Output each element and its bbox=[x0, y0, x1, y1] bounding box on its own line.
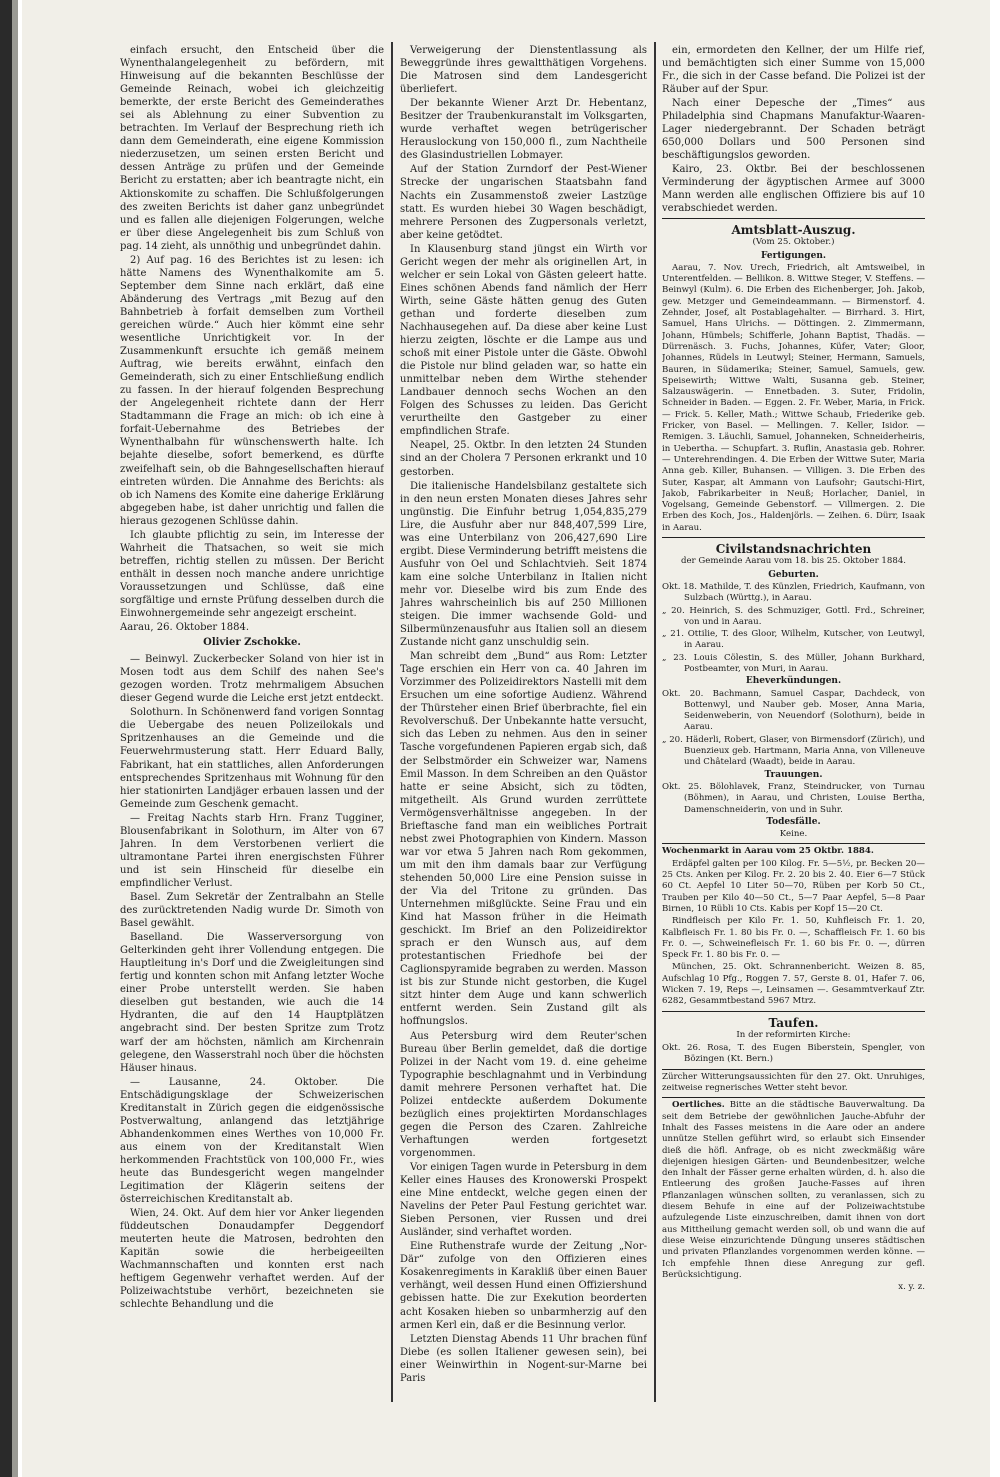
marriage-notice-entry: „ 20. Häderli, Robert, Glaser, von Birmensdorf (Zürich), und Buenzieux geb. Hartmann, Maria Anna, von Villeneuve und Châtelard (Waadt), beide in Aarau. bbox=[662, 734, 925, 768]
news-item-paris-cont: ein, ermordeten den Kellner, der um Hilfe rief, und bemächtigten sich einer Summe von 15,000 Fr., die sich in der Casse befand. Die Polizei ist der Räuber auf der Spur. bbox=[662, 45, 925, 95]
letter-author: Olivier Zschokke. bbox=[203, 637, 301, 649]
column-rule-1 bbox=[391, 42, 393, 1402]
amtsblatt-section bbox=[662, 218, 925, 534]
birth-entry: „ 20. Heinrich, S. des Schmuziger, Gottl. Frd., Schreiner, von und in Aarau. bbox=[662, 605, 925, 627]
oertliches-title: Oertliches. bbox=[672, 1100, 725, 1111]
book-binding bbox=[0, 0, 12, 1477]
muenchen-schrannenbericht: München, 25. Okt. Schrannenbericht. Weizen 8. 85, Aufschlag 10 Pfg., Roggen 7. 57, Gerste 8. 01, Hafer 7. 06, Wicken 7. 19, Reps —, Leinsamen —. Gesammtverkauf Ztr. 6282, Gesammtbestand 5967 Mtrz. bbox=[662, 962, 925, 1007]
baptism-entry: Okt. 26. Rosa, T. des Eugen Biberstein, Spengler, von Bözingen (Kt. Bern.) bbox=[662, 1043, 925, 1065]
article-paragraph: 2) Auf pag. 16 des Berichtes ist zu lesen: ich hätte Namens des Wynenthalkomite am 5. September dem Sinne nach erklärt, daß eine Abänderung des Vertrags „mit Bezug auf den Bahnbetrieb à forfait demselben zum Vortheil gereichen würde.“ Auch hier kömmt eine sehr wesentliche Unrichtigkeit vor. In der Zusammenkunft ersuchte ich gemäß meinem Auftrag, wie bereits erwähnt, einfach den Gemeinderath, sich zu einer Entschließung endlich zu fassen. In der hierauf folgenden Besprechung der Angelegenheit richtete dann der Herr Stadtammann die Frage an mich: ob ich eine à forfait-Uebernahme des Betriebes der Wynenthalbahn für wünschenswerth halte. Ich bejahte dieselbe, sofort bemerkend, es dürfte zweifelhaft sein, ob die Bahngesellschaften hierauf eintreten würden. Die Annahme des Berichts: als ob ich Namens des Komite eine daherige Erklärung abgegeben habe, ist daher unrichtig und fallen die hieraus gezogenen Schlüsse dahin. bbox=[120, 254, 384, 527]
news-item-neapel: Neapel, 25. Oktbr. In den letzten 24 Stunden sind an der Cholera 7 Personen erkrankt und 10 gestorben. bbox=[400, 440, 647, 478]
news-item-baselland: Baselland. Die Wasserversorgung von Gelterkinden geht ihrer Vollendung entgegen. Die Hauptleitung in's Dorf und die Zweigleitungen sind fertig und konnten schon mit Anfang letzter Woche einer Probe unterstellt werden. Sie haben dieselben gut bestanden, wie auch die 14 Hydranten, die auf den 14 Hauptplätzen angebracht sind. Der besten Spritze zum Trotz warf der am höchsten, nämlich am Kirchenrain gelegene, den Wasserstrahl noch über die höchsten Häuser hinaus. bbox=[120, 932, 384, 1074]
news-item-wien: Wien, 24. Okt. Auf dem hier vor Anker liegenden füddeutschen Donaudampfer Deggendorf meuterten heute die Matrosen, bedrohten den Kapitän sowie die herbeigeeilten Wachmannschaften und konnten erst nach heftigem Gegenwehr verhaftet werden. Auf der Polizeiwachtstube verhört, bezeichneten sie schlechte Behandlung und die bbox=[120, 1208, 384, 1311]
taufen-section bbox=[662, 1011, 925, 1066]
page-edge-shadow bbox=[12, 0, 18, 1477]
trauungen-title: Trauungen. bbox=[764, 769, 823, 780]
amtsblatt-title: Amtsblatt-Auszug. bbox=[731, 223, 856, 237]
wochenmarkt-prices: Erdäpfel galten per 100 Kilog. Fr. 5—5½, pr. Becken 20—25 Cts. Anken per Kilog. Fr. 2. 20 bis 2. 40. Eier 6—7 Stück 60 Ct. Aepfel 10 Liter 50—70, Rüben per Korb 50 Ct., Trauben per Kilo 40—50 Ct., 5—7 Paar Aepfel, 5—8 Paar Birnen, 10 Rübli 10 Cts. Kabis per Kopf 15—20 Ct. bbox=[662, 858, 925, 914]
news-item-solothurn-death: — Freitag Nachts starb Hrn. Franz Tugginer, Blousenfabrikant in Solothurn, im Alter von 67 Jahren. In dem Verstorbenen verliert die ultramontane Partei ihren energischsten Führer und ist sein Hinscheid für dieselbe ein empfindlicher Verlust. bbox=[120, 812, 384, 889]
geburten-title: Geburten. bbox=[768, 569, 819, 580]
oertliches-signature: x. y. z. bbox=[898, 1282, 925, 1293]
news-item-kairo: Kairo, 23. Oktbr. Bei der beschlossenen Verminderung der ägyptischen Armee auf 3000 Mann werden alle englischen Offiziere bis auf 10 verabschiedet werden. bbox=[662, 164, 925, 214]
taufen-church: In der reformirten Kirche: bbox=[736, 1029, 851, 1040]
column-rule-2 bbox=[654, 42, 656, 1402]
civilstand-title: Civilstandsnachrichten bbox=[715, 542, 872, 557]
oertliches-text bbox=[662, 1100, 925, 1281]
todesfaelle-title: Todesfälle. bbox=[766, 816, 821, 827]
amtsblatt-date: (Vom 25. Oktober.) bbox=[752, 237, 835, 248]
news-item-ruthenstrafe: Eine Ruthenstrafe wurde der Zeitung „Nor-Där“ zufolge von den Offizieren eines Kosakenregiments in Karakliß über einen Bauer verhängt, weil dessen Hund einen Offiziershund gebissen hatte. Die zur Exekution beorderten acht Kosaken hieben so unbarmherzig auf den armen Kerl ein, daß er die Besinnung verlor. bbox=[400, 1241, 647, 1331]
news-item-beinwyl: — Beinwyl. Zuckerbecker Soland von hier ist in Mosen todt aus dem Schilf des nahen See's gezogen worden. Trotz mehrmaligem Absuchen dieser Gegend wurde die Leiche erst jetzt entdeckt. bbox=[120, 654, 384, 705]
column-3 bbox=[662, 44, 925, 1384]
fertigungen-title: Fertigungen. bbox=[760, 250, 827, 261]
weather-forecast: Zürcher Witterungsaussichten für den 27. Okt. Unruhiges, zeitweise regnerisches Wetter steht bevor. bbox=[662, 1071, 925, 1094]
article-paragraph: Ich glaubte pflichtig zu sein, im Interesse der Wahrheit die Thatsachen, so weit sie mich betreffen, richtig stellen zu müssen. Der Bericht enthält in dessen noch manche andere unrichtige Voraussetzungen und Schlüsse, daß eine sorgfältige und ernste Prüfung desselben durch die Einwohnergemeinde sehr angezeigt erscheint. bbox=[120, 529, 384, 620]
birth-entry: „ 21. Ottilie, T. des Gloor, Wilhelm, Kutscher, von Leutwyl, in Aarau. bbox=[662, 629, 925, 651]
news-item-petersburg: Aus Petersburg wird dem Reuter'schen Bureau über Berlin gemeldet, daß die dortige Polizei in der Nacht vom 19. d. eine geheime Typographie beschlagnahmt und in Verbindung damit mehrere Personen verhaftet hat. Die Polizei entdeckte außerdem Dokumente bezüglich eines projektirten Mordanschlages gegen die Person des Czaren. Zahlreiche Verhaftungen werden fortgesetzt vorgenommen. bbox=[400, 1030, 647, 1159]
marriage-notice-entry: Okt. 20. Bachmann, Samuel Caspar, Dachdeck, von Bottenwyl, und Nauber geb. Moser, Anna Maria, Seidenweberin, von Neuendorf (Solothurn), beide in Aarau. bbox=[662, 688, 925, 733]
news-item-solothurn: Solothurn. In Schönenwerd fand vorigen Sonntag die Uebergabe des neuen Polizeilokals und Spritzenhauses an die Gemeinde und die Feuerwehrmusterung statt. Herr Eduard Bally, Fabrikant, hat ein stattliches, allen Anforderungen entsprechendes Spritzenhaus mit Wohnung für den hier stationirten Landjäger erbauen lassen und der Gemeinde zum Geschenk gemacht. bbox=[120, 707, 384, 810]
news-item-basel: Basel. Zum Sekretär der Zentralbahn an Stelle des zurücktretenden Nadig wurde Dr. Simoth von Basel gewählt. bbox=[120, 892, 384, 930]
letter-dateline bbox=[120, 621, 384, 634]
birth-entry: Okt. 18. Mathilde, T. des Künzlen, Friedrich, Kaufmann, von Sulzbach (Württg.), in Aarau. bbox=[662, 581, 925, 604]
news-item-handelsbilanz: Die italienische Handelsbilanz gestaltete sich in den neun ersten Monaten dieses Jahres sehr ungünstig. Die Einfuhr betrug 1,054,835,279 Lire, die Ausfuhr aber nur 848,407,599 Lire, was eine Unterbilanz von 206,427,690 Lire ergibt. Diese Verminderung betrifft meistens die Ausfuhr von Oel und Schlachtvieh. Seit 1874 kam eine solche Unterbilanz in Italien nicht mehr vor. Dieselbe wird bis zum Ende des Jahres wahrscheinlich bis auf 250 Millionen steigen. Die immer wachsende Gold- und Silbermünzenausfuhr aus Italien soll an diesem Zustande nicht ganz unschuldig sein. bbox=[400, 480, 647, 649]
news-item-petersburg-mine: Vor einigen Tagen wurde in Petersburg in dem Keller eines Hauses des Kronowerski Prospekt eine Mine entdeckt, welche gegen einen der Navelins der Peter Paul Festung gerichtet war. Sieben Personen, vier Russen und drei Ausländer, sind verhaftet worden. bbox=[400, 1161, 647, 1239]
news-item-paris: Letzten Dienstag Abends 11 Uhr brachen fünf Diebe (es sollen Italiener gewesen sein), bei einer Weinwirthin in Nogent-sur-Marne bei Paris bbox=[400, 1333, 647, 1384]
eheverkuendungen-title: Eheverkündungen. bbox=[745, 676, 842, 687]
oertliches-body: Bitte an die städtische Bauverwaltung. Da seit dem Betriebe der gewöhnlichen Jauche-Abfuhr der Inhalt des Fasses meistens in die Aare oder an andere unnütze Stellen geführt wird, so erlaubt sich Einsender dieß die höfl. Anfrage, ob es nicht zweckmäßig wäre diejenigen hiesigen Gärten- und Beundenbesitzer, welche den Inhalt der Fässer gerne erhalten würden, d. h. also die Entleerung des großen Jauche-Fasses auf ihren Pflanzanlagen wünschen sollten, zu veranlassen, sich zu diesem Behufe in eine auf der Polizeiwachtstube aufzulegende Liste einzuschreiben, damit ihnen von dort aus Mittheilung gemacht werden soll, ob und wann die auf diese Weise einzurichtende Düngung unseres städtischen und privaten Pflanzlandes vorgenommen werden könne. — Ich empfehle Ihnen diese Anregung zur gefl. Berücksichtigung. bbox=[662, 1100, 925, 1280]
column-2 bbox=[400, 44, 647, 1384]
birth-entry: „ 23. Louis Cölestin, S. des Müller, Johann Burkhard, Postbeamter, von Muri, in Aarau. bbox=[662, 652, 925, 674]
article-paragraph: einfach ersucht, den Entscheid über die Wynenthalangelegenheit zu befördern, mit Hinweisung auf die bekannten Beschlüsse der Gemeinde Reinach, wobei ich gleichzeitig bemerkte, der erste Bericht des Gemeinderathes sei als Ablehnung zu einer Subvention zu betrachten. Im Verlauf der Besprechung rieth ich dann dem Gemeinderath, eine eigene Kommission niederzusetzen, um seinen ersten Bericht und dessen Anträge zu prüfen und der Gemeinde Bericht zu erstatten; aber ich beantragte nicht, ein Aktionskomite zu schaffen. Die Schlußfolgerungen des zweiten Berichts ist daher ganz unbegründet und es fallen alle diejenigen Folgerungen, welche er über diese Angelegenheit bis zum Schluß von pag. 14 zieht, als unnöthig und unbegründet dahin. bbox=[120, 45, 384, 252]
column-1 bbox=[120, 44, 384, 1384]
todesfaelle-text: Keine. bbox=[779, 829, 808, 840]
news-item-lausanne: — Lausanne, 24. Oktober. Die Entschädigungsklage der Schweizerischen Kreditanstalt in Zürich gegen die eidgenössische Postverwaltung, anlangend das letztjährige Abhandenkommen eines Werthes von 10,000 Fr. aus einem von der Kreditanstalt Wien herkommenden Frachtstück von 100,000 Fr., wies heute das Bundesgericht wegen mangelnder Legitimation der Klägerin seitens der österreichischen Kreditanstalt ab. bbox=[120, 1076, 384, 1206]
news-item-klausenburg: In Klausenburg stand jüngst ein Wirth vor Gericht wegen der mehr als originellen Art, in welcher er sein Lokal von Gästen geleert hatte. Eines schönen Abends fand nämlich der Herr Wirth, seine Gäste hätten genug des Guten gethan und forderte dieselben zum Nachhausegehen auf. Da diese aber keine Lust hierzu zeigten, löschte er die Lampe aus und schoß mit einer Pistole unter die Gäste. Obwohl die Pistole nur blind geladen war, so hatte ein unmittelbar neben dem Wirthe stehender Landbauer dennoch sechs Wochen an den Folgen des Schusses zu leiden. Das Gericht verurtheilte den Gastgeber zu einer empfindlichen Strafe. bbox=[400, 243, 647, 438]
meat-prices: Rindfleisch per Kilo Fr. 1. 50, Kuhfleisch Fr. 1. 20, Kalbfleisch Fr. 1. 80 bis Fr. 0. —, Schaffleisch Fr. 1. 60 bis Fr. 0. —, Schweinefleisch Fr. 1. 60 bis Fr. 0. —, dürren Speck Fr. 1. 80 bis Fr. 0. — bbox=[662, 916, 925, 961]
article-paragraph: Verweigerung der Dienstentlassung als Beweggründe ihres gewaltthätigen Vorgehens. Die Matrosen sind dem Landesgericht überliefert. bbox=[400, 45, 647, 96]
civilstand-section bbox=[662, 537, 925, 840]
news-item-philadelphia: Nach einer Depesche der „Times“ aus Philadelphia sind Chapmans Manufaktur-Waaren-Lager niedergebrannt. Der Schaden beträgt 650,000 Dollars und 500 Personen sind beschäftigungslos geworden. bbox=[662, 98, 925, 161]
taufen-title: Taufen. bbox=[768, 1015, 819, 1030]
wochenmarkt-title: Wochenmarkt in Aarau vom 25 Oktbr. 1884. bbox=[662, 846, 874, 857]
news-item-zurndorf: Auf der Station Zurndorf der Pest-Wiener Strecke der ungarischen Staatsbahn fand Nachts ein Zusammenstoß zweier Lastzüge statt. Es wurden hiebei 30 Wagen beschädigt, mehrere Personen des Zugpersonals verletzt, aber keine getödtet. bbox=[400, 164, 647, 241]
wochenmarkt-section bbox=[662, 843, 925, 1007]
civilstand-period: der Gemeinde Aarau vom 18. bis 25. Oktober 1884. bbox=[680, 556, 907, 567]
weather-section bbox=[662, 1069, 925, 1095]
oertliches-section bbox=[662, 1097, 925, 1293]
dateline-text: Aarau, 26. Oktober 1884. bbox=[120, 622, 250, 634]
fertigungen-text: Aarau, 7. Nov. Urech, Friedrich, alt Amtsweibel, in Unterentfelden. — Bellikon. 8. Wittwe Steger, V. Steffens. — Beinwyl (Kulm). 6. Die Erben des Eichenberger, Joh. Jakob, gew. Metzger und Gemeindeammann. — Birmenstorf. 4. Zehnder, Josef, alt Postablagehalter. — Birrhard. 3. Hirt, Samuel, Hans Ulrichs. — Döttingen. 2. Zimmermann, Johann, Hümbels; Schifferle, Johann Baptist, Thadäs. — Dürrenäsch. 3. Fuchs, Johannes, Küfer, Vater; Gloor, Johannes, Rüdels in Leutwyl; Steiner, Hermann, Samuels, Bauren, in Südamerika; Steiner, Samuel, Samuels, gew. Speisewirth; Wittwe Walti, Susanna geb. Steiner, Salzauswägerin. — Ennetbaden. 3. Suter, Fridolin, Schneider in Baden. — Eggen. 2. Fr. Weber, Maria, in Frick. — Frick. 5. Keller, Math.; Wittwe Schaub, Friederike geb. Fricker, von Basel. — Mellingen. 7. Keller, Isidor. — Remigen. 3. Läuchli, Samuel, Johanneken, Schneiderheiris, in Uebertha. — Schupfart. 3. Ruflin, Anastasia geb. Rohrer. — Unterehrendingen. 4. Die Erben der Wittwe Suter, Maria Anna geb. Killer, Buhansen. — Villigen. 3. Die Erben des Suter, Kaspar, alt Ammann von Laufsohr; Gautschi-Hirt, Jakob, Fabrikarbeiter in Neuß; Horlacher, Daniel, in Vogelsang, Gemeinde Gebenstorf. — Villmergen. 2. Die Erben des Koch, Jos., Haldenjörls. — Zeihen. 6. Dürr, Isaak in Aarau. bbox=[662, 262, 925, 533]
news-item-rom: Man schreibt dem „Bund“ aus Rom: Letzter Tage erschien ein Herr von ca. 40 Jahren im Vorzimmer des Polizeidirektors Nastelli mit dem Ersuchen um eine sofortige Audienz. Während der Thürsteher einen Brief überbrachte, fiel ein Revolverschuß. Der Unbekannte hatte versucht, sich das Leben zu nehmen. Aus den in seiner Tasche vorgefundenen Papieren ergab sich, daß der Selbstmörder ein Schweizer war, Namens Emil Masson. In dem Schreiben an den Quästor hatte er seine Absicht, sich zu tödten, mitgetheilt. Als Grund wurden zerrüttete Vermögensverhältnisse angegeben. In der Brieftasche fand man ein weibliches Portrait nebst zwei Photographien von Kindern. Masson war vor etwa 5 Jahren nach Rom gekommen, um mit den ihm damals baar zur Verfügung stehenden 50,000 Lire eine Pension suisse in der Via del Tritone zu gründen. Das Unternehmen mißglückte. Seine Frau und ein Kind hat Masson früher in die Heimath geschickt. Im Brief an den Polizeidirektor sprach er den Wunsch aus, auf dem protestantischen Friedhofe bei der Caglionspyramide begraben zu werden. Masson ist bis zur Stunde nicht gestorben, die Kugel sitzt hinter dem Auge und kann schwerlich entfernt werden. Sein Zustand gilt als hoffnungslos. bbox=[400, 651, 647, 1028]
news-item-hebentanz: Der bekannte Wiener Arzt Dr. Hebentanz, Besitzer der Traubenkuranstalt im Volksgarten, wurde verhaftet wegen betrügerischer Herauslockung von 150,000 fl., zum Nachtheile des Glasindustriellen Lobmayer. bbox=[400, 98, 647, 162]
wedding-entry: Okt. 25. Bölohlavek, Franz, Steindrucker, von Turnau (Böhmen), in Aarau, und Christen, Louise Bertha, Damenschneiderin, von und in Suhr. bbox=[662, 781, 925, 815]
